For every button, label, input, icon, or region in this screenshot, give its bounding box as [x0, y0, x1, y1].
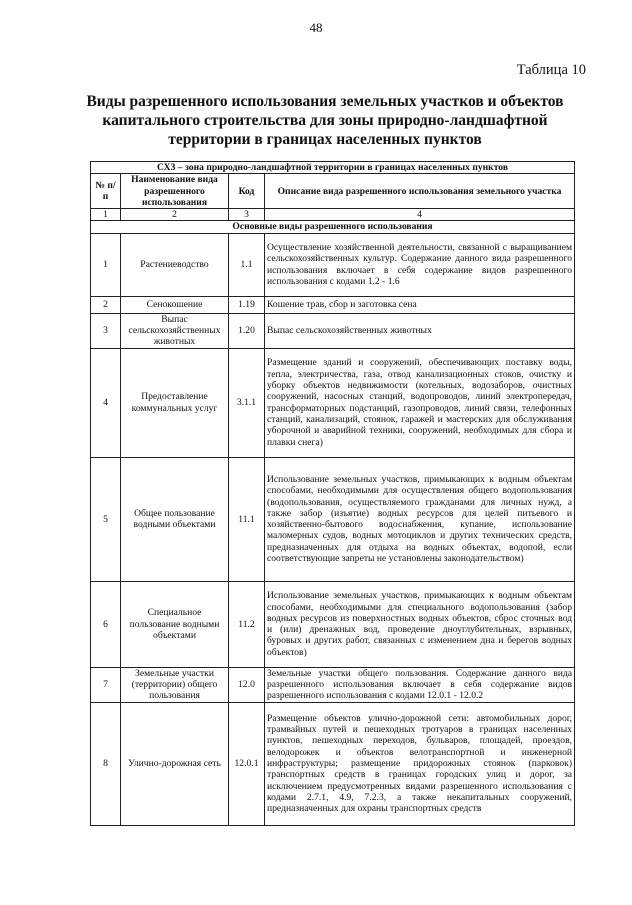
column-header-name: Наименование вида разрешенного использования [121, 174, 229, 209]
row-number: 8 [91, 702, 121, 825]
table-row [91, 667, 575, 702]
document-title: Виды разрешенного использования земельных участков и объектов капитального строительства для зоны природно-ландшафтной территории в границах населенных пунктов [86, 93, 564, 148]
section-title: Основные виды разрешенного использования [91, 221, 575, 233]
use-description: Размещение объектов улично-дорожной сети: автомобильных дорог, трамвайных путей и пешеходных тротуаров в границах населенных пунктов, пешеходных переходов, бульваров, площадей, проездов, велодорожек и объектов велотранспортной и инженерной инфраструктуры; размещение придорожных стоянок (парковок) транспортных средств в границах городских улиц и дорог, за исключением предусмотренных видами разрешенного использования с кодами 2.7.1, 4.9, 7.2.3, а также некапитальных сооружений, предназначенных для охраны транспортных средств [265, 702, 575, 825]
use-name: Сенокошение [121, 296, 229, 313]
column-header-number: № п/п [91, 174, 121, 209]
row-number: 7 [91, 667, 121, 702]
row-number: 1 [91, 233, 121, 296]
zone-header: СХ3 – зона природно-ландшафтной территории в границах населенных пунктов [91, 162, 575, 174]
row-number: 6 [91, 581, 121, 667]
column-header-row [91, 174, 575, 209]
table-row [91, 313, 575, 348]
use-code: 11.1 [229, 457, 265, 581]
use-name: Выпас сельскохозяйственных животных [121, 313, 229, 348]
row-number: 2 [91, 296, 121, 313]
use-name: Общее пользование водными объектами [121, 457, 229, 581]
use-description: Кошение трав, сбор и заготовка сена [265, 296, 575, 313]
use-code: 11.2 [229, 581, 265, 667]
row-number: 4 [91, 348, 121, 457]
use-code: 12.0.1 [229, 702, 265, 825]
use-description: Размещение зданий и сооружений, обеспечивающих поставку воды, тепла, электричества, газа, отвод канализационных стоков, очистку и уборку объектов недвижимости (котельных, водозаборов, очистных сооружений, насосных станций, водопроводов, линий электропередач, трансформаторных подстанций, газопроводов, линий связи, телефонных станций, канализаций, стоянок, гаражей и мастерских для обслуживания уборочной и аварийной техники, сооружений, необходимых для сбора и плавки снега) [265, 348, 575, 457]
table-row [91, 348, 575, 457]
row-number: 3 [91, 313, 121, 348]
table-label: Таблица 10 [516, 62, 586, 78]
use-name: Земельные участки (территории) общего пользования [121, 667, 229, 702]
use-name: Специальное пользование водными объектами [121, 581, 229, 667]
table-row [91, 296, 575, 313]
column-number: 1 [91, 209, 121, 221]
column-number: 2 [121, 209, 229, 221]
table-row [91, 702, 575, 825]
use-code: 3.1.1 [229, 348, 265, 457]
use-description: Использование земельных участков, примыкающих к водным объектам способами, необходимыми для специального водопользования (забор водных ресурсов из поверхностных водных объектов, сброс сточных вод и (или) дренажных вод, проведение дноуглубительных, взрывных, буровых и других работ, связанных с изменением дна и берегов водных объектов) [265, 581, 575, 667]
use-name: Растениеводство [121, 233, 229, 296]
column-header-description: Описание вида разрешенного использования земельного участка [265, 174, 575, 209]
use-code: 1.19 [229, 296, 265, 313]
use-code: 12.0 [229, 667, 265, 702]
use-code: 1.20 [229, 313, 265, 348]
column-number: 4 [265, 209, 575, 221]
use-name: Предоставление коммунальных услуг [121, 348, 229, 457]
column-number: 3 [229, 209, 265, 221]
use-description: Использование земельных участков, примыкающих к водным объектам способами, необходимыми для осуществления общего водопользования (водопользования, осуществляемого гражданами для личных нужд, а также забор (изъятие) водных ресурсов для целей питьевого и хозяйственно-бытового водоснабжения, купание, использование маломерных судов, водных мотоциклов и других технических средств, предназначенных для отдыха на водных объектах, водопой, если соответствующие запреты не установлены законодательством) [265, 457, 575, 581]
page-number: 48 [309, 20, 323, 35]
column-number-row [91, 209, 575, 221]
table-row [91, 233, 575, 296]
row-number: 5 [91, 457, 121, 581]
column-header-code: Код [229, 174, 265, 209]
table-row [91, 457, 575, 581]
land-use-table [90, 161, 575, 826]
use-code: 1.1 [229, 233, 265, 296]
use-description: Выпас сельскохозяйственных животных [265, 313, 575, 348]
use-name: Улично-дорожная сеть [121, 702, 229, 825]
use-description: Земельные участки общего пользования. Содержание данного вида разрешенного использования включает в себя содержание видов разрешенного использования с кодами 12.0.1 - 12.0.2 [265, 667, 575, 702]
use-description: Осуществление хозяйственной деятельности, связанной с выращиванием сельскохозяйственных культур. Содержание данного вида разрешенного использования включает в себя содержание видов разрешенного использования с кодами 1.2 - 1.6 [265, 233, 575, 296]
table-row [91, 581, 575, 667]
